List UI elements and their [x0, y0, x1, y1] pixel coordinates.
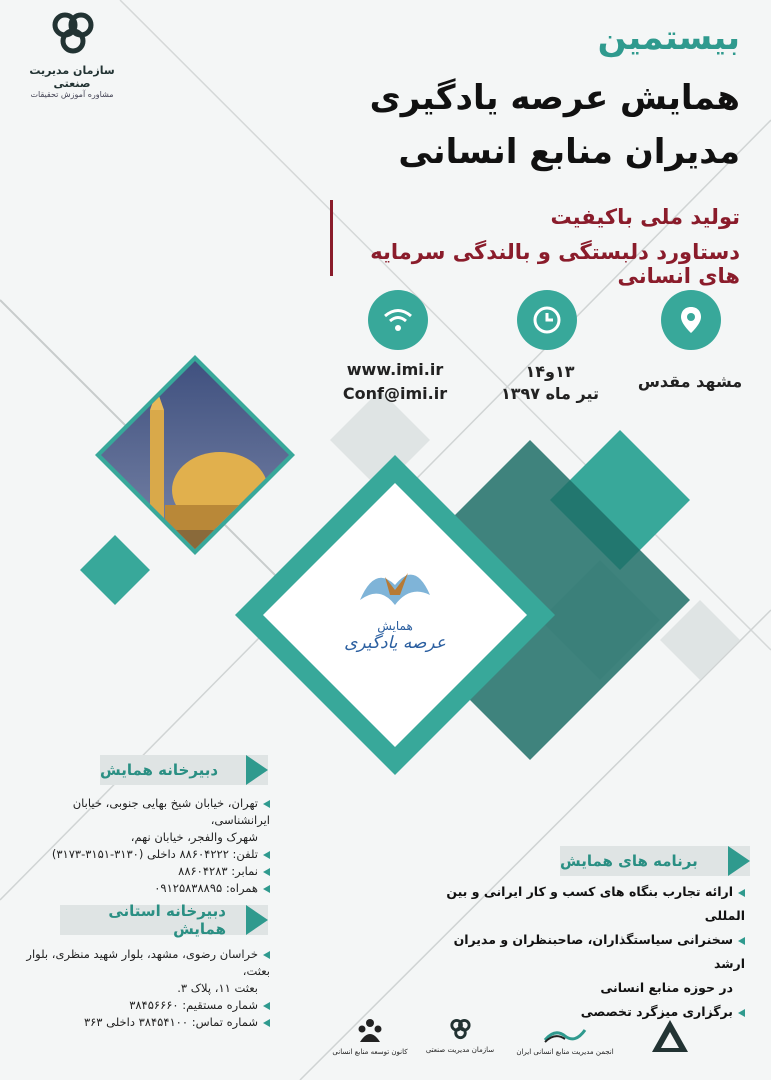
bullet-icon — [738, 1009, 745, 1017]
bullet-icon — [263, 1002, 270, 1010]
email-link[interactable]: Conf@imi.ir — [342, 384, 448, 403]
program-arrow-icon — [728, 846, 750, 876]
sponsor-hr-center — [330, 1018, 410, 1056]
program-item: سخنرانی سیاستگذاران، صاحبنظران و مدیران ارشد — [453, 932, 745, 971]
bullet-icon — [738, 937, 745, 945]
clock-icon — [517, 290, 577, 350]
provincial-address1: خراسان رضوی، مشهد، بلوار شهید منظری، بلوار بعثت، — [26, 947, 270, 978]
program-item: در حوزه منابع انسانی — [600, 980, 733, 995]
center-logo-line1: همایش — [377, 619, 413, 633]
provincial-direct: شماره مستقیم: ۳۸۴۵۶۶۶۰ — [129, 998, 258, 1012]
subtitle-line2: دستاورد دلبستگی و بالندگی سرمایه های انسانی — [370, 240, 740, 288]
secretariat-title: دبیرخانه همایش — [100, 761, 219, 779]
provincial-details — [20, 946, 270, 1031]
wifi-icon — [368, 290, 428, 350]
bullet-icon — [263, 868, 270, 876]
imi-small-logo-icon — [447, 1018, 473, 1042]
bullet-icon — [263, 851, 270, 859]
organizer-tagline: مشاوره آموزش تحقیقات — [30, 90, 114, 99]
provincial-arrow-icon — [246, 905, 268, 935]
sponsor-hr-center-name: کانون توسعه منابع انسانی — [332, 1048, 408, 1056]
secretariat-address1: تهران، خیابان شیخ بهایی جنوبی، خیابان ایرانشناسی، — [72, 796, 270, 827]
provincial-contact: شماره تماس: ۳۸۴۵۴۱۰۰ داخلی ۳۶۳ — [83, 1015, 258, 1029]
provincial-address2: بعثت ۱۱، پلاک ۳. — [177, 981, 258, 995]
provincial-header — [60, 902, 268, 938]
website-link[interactable]: www.imi.ir — [346, 360, 444, 379]
bullet-icon — [263, 885, 270, 893]
sponsor-imi — [420, 1018, 500, 1054]
bird-logo-icon — [350, 555, 440, 615]
sponsor-hr-association — [510, 1026, 620, 1056]
program-header — [560, 846, 750, 876]
shrine-image — [95, 355, 295, 555]
bullet-icon — [738, 889, 745, 897]
center-logo-line2: عرصه یادگیری — [344, 633, 446, 653]
location-pin-icon — [661, 290, 721, 350]
secretariat-details — [20, 795, 270, 897]
sponsor-hr-association-name: انجمن مدیریت منابع انسانی ایران — [516, 1048, 614, 1056]
secretariat-phone: تلفن: ۸۸۶۰۴۲۲۲ داخلی (۳۱۳۰-۳۱۵۱-۳۱۷۳) — [51, 847, 258, 861]
triangle-logo-icon — [650, 1018, 690, 1054]
title-line2: همایش عرصه یادگیری — [369, 78, 740, 118]
bullet-icon — [263, 800, 270, 808]
sponsor-triangle — [630, 1018, 710, 1058]
program-item: برگزاری میزگرد تخصصی — [430, 1000, 745, 1024]
title-line1: بیستمین — [597, 18, 740, 58]
program-title: برنامه های همایش — [560, 852, 698, 870]
center-logo — [330, 555, 460, 675]
secretariat-header — [100, 755, 268, 785]
date-days: ۱۳و۱۴ — [525, 362, 575, 381]
provincial-title: دبیرخانه استانی همایش — [108, 902, 226, 938]
secretariat-arrow-icon — [246, 755, 268, 785]
secretariat-fax: نمابر: ۸۸۶۰۴۲۸۳ — [178, 864, 258, 878]
location-text: مشهد مقدس — [637, 372, 743, 391]
organizer-name: سازمان مدیریت صنعتی — [29, 64, 115, 90]
title-line3: مدیران منابع انسانی — [398, 132, 740, 172]
sponsor-imi-name: سازمان مدیریت صنعتی — [425, 1046, 495, 1054]
hr-association-logo-icon — [543, 1026, 587, 1044]
imi-logo-icon — [47, 10, 97, 60]
subtitle-line1: تولید ملی باکیفیت — [550, 205, 740, 229]
secretariat-address2: شهرک والفجر، خیابان نهم، — [130, 830, 258, 844]
program-list — [430, 880, 745, 1024]
program-item: ارائه تجارب بنگاه های کسب و کار ایرانی و بین المللی — [446, 884, 745, 923]
organizer-logo — [12, 10, 132, 100]
date-month: تیر ماه ۱۳۹۷ — [500, 384, 600, 403]
secretariat-mobile: همراه: ۰۹۱۲۵۸۳۸۸۹۵ — [154, 881, 258, 895]
bullet-icon — [263, 1019, 270, 1027]
sponsor-logos — [330, 1018, 750, 1068]
hr-center-logo-icon — [356, 1018, 384, 1044]
bullet-icon — [263, 951, 270, 959]
